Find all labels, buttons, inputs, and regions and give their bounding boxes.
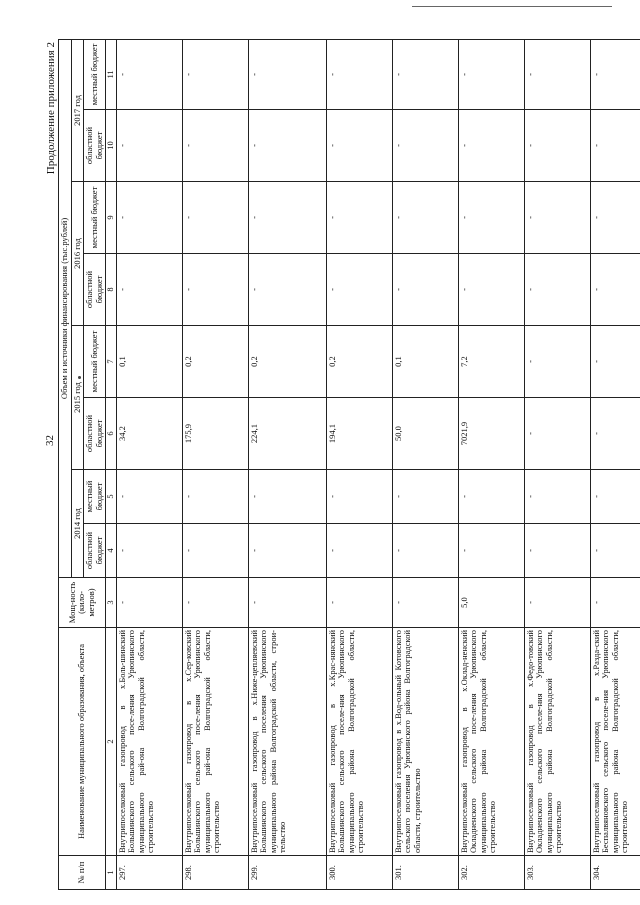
col-index: 6 bbox=[106, 398, 117, 470]
header-name: Наименование муниципального образования, объекта bbox=[59, 628, 106, 856]
regional-2017-cell: - bbox=[524, 110, 590, 182]
regional-2016-cell: - bbox=[458, 254, 524, 326]
power-cell: - bbox=[248, 578, 326, 628]
regional-2015-cell: 7021,9 bbox=[458, 398, 524, 470]
regional-2015-cell: 224,1 bbox=[248, 398, 326, 470]
col-index: 11 bbox=[106, 39, 117, 109]
row-number: 302. bbox=[458, 856, 524, 890]
col-index: 8 bbox=[106, 254, 117, 326]
row-number: 297. bbox=[116, 856, 182, 890]
local-2015-cell: - bbox=[590, 326, 640, 398]
col-index: 1 bbox=[106, 856, 117, 890]
power-cell: - bbox=[524, 578, 590, 628]
power-cell: - bbox=[116, 578, 182, 628]
regional-2017-cell: - bbox=[326, 110, 392, 182]
header-regional-2015: областной бюджет bbox=[84, 398, 106, 470]
local-2015-cell: 0,1 bbox=[116, 326, 182, 398]
local-2016-cell: - bbox=[248, 182, 326, 254]
table-row bbox=[458, 39, 524, 889]
regional-2017-cell: - bbox=[116, 110, 182, 182]
header-local-2015: местный бюджет bbox=[84, 326, 106, 398]
local-2014-cell: - bbox=[326, 470, 392, 524]
object-name: Внутрипоселковый газопровод в х.Федо-товский Окладненского сельского поселе-ния Урюпинского муниципального района Волгоградской области, строительство bbox=[524, 628, 590, 856]
col-index: 10 bbox=[106, 110, 117, 182]
local-2016-cell: - bbox=[524, 182, 590, 254]
regional-2015-cell: 50,0 bbox=[392, 398, 458, 470]
local-2014-cell: - bbox=[248, 470, 326, 524]
row-number: 300. bbox=[326, 856, 392, 890]
page-number-text: 32 bbox=[44, 435, 56, 446]
local-2016-cell: - bbox=[458, 182, 524, 254]
regional-2017-cell: - bbox=[392, 110, 458, 182]
local-2017-cell: - bbox=[392, 39, 458, 109]
header-year-2014: 2014 год bbox=[71, 470, 84, 578]
power-cell: - bbox=[182, 578, 248, 628]
col-index: 4 bbox=[106, 524, 117, 578]
local-2014-cell: - bbox=[458, 470, 524, 524]
power-cell: - bbox=[392, 578, 458, 628]
local-2014-cell: - bbox=[182, 470, 248, 524]
object-name: Внутрипоселковый газопровод в х.Ниже-цепляевский Большинского сельского поселения Урюпинского муниципального района Волгоградской области, строи-тельство bbox=[248, 628, 326, 856]
regional-2014-cell: - bbox=[248, 524, 326, 578]
regional-2014-cell: - bbox=[392, 524, 458, 578]
local-2017-cell: - bbox=[590, 39, 640, 109]
local-2017-cell: - bbox=[182, 39, 248, 109]
row-number: 301. bbox=[392, 856, 458, 890]
regional-2017-cell: - bbox=[590, 110, 640, 182]
local-2017-cell: - bbox=[116, 39, 182, 109]
object-name: Внутрипоселковый газопровод в х.Сер-ковский Большинского сельского посе-ления Урюпинского муниципального рай-она Волгоградской области, строительство bbox=[182, 628, 248, 856]
local-2017-cell: - bbox=[524, 39, 590, 109]
header-power: Мощ-ность (кило-метров) bbox=[59, 578, 106, 628]
col-index: 9 bbox=[106, 182, 117, 254]
row-number: 303. bbox=[524, 856, 590, 890]
local-2017-cell: - bbox=[326, 39, 392, 109]
header-regional-2017: областной бюджет bbox=[84, 110, 106, 182]
header-regional-2014: областной бюджет bbox=[84, 524, 106, 578]
table-row bbox=[248, 39, 326, 889]
row-number: 299. bbox=[248, 856, 326, 890]
object-name: Внутрипоселковый газопровод в х.Боль-шинский Большинского сельского посе-ления Урюпинского муниципального рай-она Волгоградской области, строительство bbox=[116, 628, 182, 856]
local-2016-cell: - bbox=[182, 182, 248, 254]
header-local-2017: местный бюджет bbox=[84, 39, 106, 109]
regional-2014-cell: - bbox=[590, 524, 640, 578]
local-2016-cell: - bbox=[590, 182, 640, 254]
power-cell: 5,0 bbox=[458, 578, 524, 628]
table-row bbox=[326, 39, 392, 889]
appendix-caption: Продолжение приложения 2 bbox=[45, 42, 57, 175]
regional-2014-cell: - bbox=[182, 524, 248, 578]
regional-2015-cell: 194,1 bbox=[326, 398, 392, 470]
power-cell: - bbox=[326, 578, 392, 628]
col-index: 5 bbox=[106, 470, 117, 524]
local-2016-cell: - bbox=[116, 182, 182, 254]
header-regional-2016: областной бюджет bbox=[84, 254, 106, 326]
regional-2016-cell: - bbox=[116, 254, 182, 326]
power-cell: - bbox=[590, 578, 640, 628]
regional-2016-cell: - bbox=[326, 254, 392, 326]
regional-2015-cell: - bbox=[524, 398, 590, 470]
local-2014-cell: - bbox=[590, 470, 640, 524]
regional-2016-cell: - bbox=[248, 254, 326, 326]
local-2014-cell: - bbox=[392, 470, 458, 524]
table-row bbox=[182, 39, 248, 889]
local-2015-cell: 0,2 bbox=[326, 326, 392, 398]
header-num: № п/п bbox=[59, 856, 106, 890]
local-2015-cell: 0,2 bbox=[248, 326, 326, 398]
header-funding: Объем и источники финансирования (тыс.рублей) bbox=[59, 39, 72, 577]
local-2016-cell: - bbox=[326, 182, 392, 254]
local-2017-cell: - bbox=[458, 39, 524, 109]
header-year-2016: 2016 год bbox=[71, 182, 84, 326]
local-2015-cell: - bbox=[524, 326, 590, 398]
row-number: 298. bbox=[182, 856, 248, 890]
regional-2016-cell: - bbox=[590, 254, 640, 326]
regional-2014-cell: - bbox=[116, 524, 182, 578]
regional-2016-cell: - bbox=[524, 254, 590, 326]
regional-2015-cell: - bbox=[590, 398, 640, 470]
regional-2016-cell: - bbox=[392, 254, 458, 326]
local-2017-cell: - bbox=[248, 39, 326, 109]
row-number: 304. bbox=[590, 856, 640, 890]
local-2015-cell: 0,1 bbox=[392, 326, 458, 398]
regional-2014-cell: - bbox=[524, 524, 590, 578]
table-row bbox=[590, 39, 640, 889]
object-name: Внутрипоселковый газопровод в х.Оклад-ненский Окладненского сельского посе-ления Урюпинского муниципального района Волгоградской области, строительство bbox=[458, 628, 524, 856]
regional-2014-cell: - bbox=[458, 524, 524, 578]
table-row bbox=[524, 39, 590, 889]
regional-2015-cell: 175,9 bbox=[182, 398, 248, 470]
header-local-2016: местный бюджет bbox=[84, 182, 106, 254]
header-local-2014: местный бюджет bbox=[84, 470, 106, 524]
object-name: Внутрипоселковый газопровод в х.Разда-ский Беспалвяновского сельского поселе-ния Урюпинского муниципального района Волгоградской области, строительство bbox=[590, 628, 640, 856]
header-year-2015: 2015 год bbox=[71, 326, 84, 470]
col-index: 2 bbox=[106, 628, 117, 856]
column-index-row bbox=[106, 39, 117, 889]
table-row bbox=[392, 39, 458, 889]
regional-2017-cell: - bbox=[182, 110, 248, 182]
regional-2014-cell: - bbox=[326, 524, 392, 578]
regional-2015-cell: 34,2 bbox=[116, 398, 182, 470]
object-name: Внутрипоселковый газопровод в х.Крас-нянский Большинского сельского поселе-ния Урюпинского муниципального района Волгоградской области, строительство bbox=[326, 628, 392, 856]
local-2016-cell: - bbox=[392, 182, 458, 254]
col-index: 3 bbox=[106, 578, 117, 628]
funding-table bbox=[58, 39, 640, 890]
object-name: Внутрипоселковый газопровод в х.Вод-ольный Котовского сельского поселения Урюпинского района Волгоградской области, строительство bbox=[392, 628, 458, 856]
rotated-page-content bbox=[44, 40, 640, 890]
table-row bbox=[116, 39, 182, 889]
local-2014-cell: - bbox=[116, 470, 182, 524]
col-index: 7 bbox=[106, 326, 117, 398]
regional-2016-cell: - bbox=[182, 254, 248, 326]
local-2014-cell: - bbox=[524, 470, 590, 524]
header-year-2017: 2017 год bbox=[71, 39, 84, 181]
regional-2017-cell: - bbox=[248, 110, 326, 182]
local-2015-cell: 0,2 bbox=[182, 326, 248, 398]
top-rule bbox=[412, 6, 612, 7]
regional-2017-cell: - bbox=[458, 110, 524, 182]
local-2015-cell: 7,2 bbox=[458, 326, 524, 398]
